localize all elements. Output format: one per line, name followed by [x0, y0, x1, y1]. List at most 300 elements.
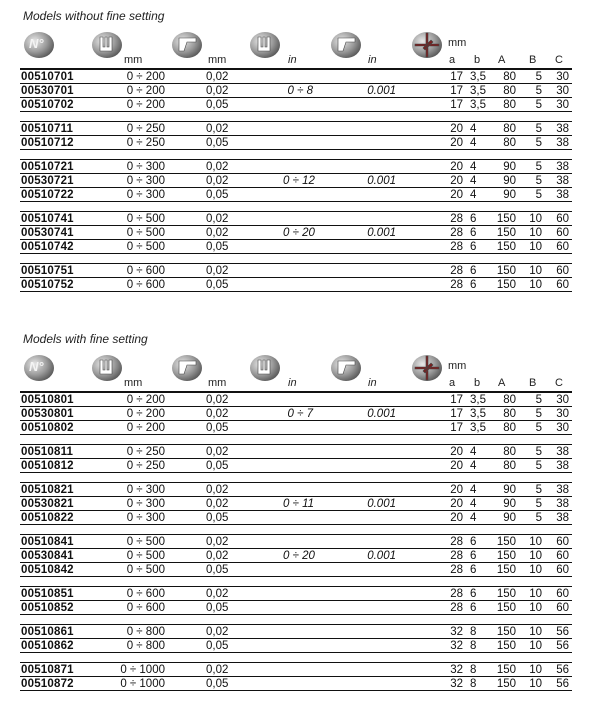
- catalog-number: 00510702: [21, 99, 74, 111]
- dim-C: 30: [556, 71, 569, 83]
- measuring-range-mm: 0 ÷ 300: [126, 189, 165, 201]
- catalog-number: 00510802: [21, 422, 74, 434]
- resolution-in: 0.001: [367, 550, 396, 562]
- dim-b: 6: [470, 564, 477, 576]
- dim-a: 32: [450, 626, 463, 638]
- row-divider: [20, 291, 572, 292]
- catalog-number: 00510812: [21, 460, 74, 472]
- resolution-mm: 0,02: [206, 71, 229, 83]
- row-divider: [20, 690, 572, 691]
- table-row: [0, 601, 600, 615]
- measuring-range-mm: 0 ÷ 250: [126, 446, 165, 458]
- measuring-range-mm: 0 ÷ 300: [126, 498, 165, 510]
- dim-A: 150: [496, 536, 516, 548]
- table-row: [0, 563, 600, 577]
- dim-b: 6: [470, 279, 477, 291]
- dim-a: 28: [450, 213, 463, 225]
- dim-b: 3,5: [470, 99, 486, 111]
- dim-A: 150: [496, 564, 516, 576]
- measuring-range-mm: 0 ÷ 800: [126, 640, 165, 652]
- table-row: [0, 459, 600, 473]
- dim-B: 5: [535, 512, 542, 524]
- dim-C: 38: [556, 175, 569, 187]
- resolution-mm: 0,05: [206, 512, 229, 524]
- dim-A: 80: [503, 408, 516, 420]
- resolution-mm: 0,02: [206, 394, 229, 406]
- dim-b: 3,5: [470, 85, 486, 97]
- dim-a: 28: [450, 265, 463, 277]
- table-section: [0, 329, 600, 690]
- unit-range-in: in: [288, 54, 297, 66]
- table-row: [0, 70, 600, 84]
- table-row: [0, 264, 600, 278]
- dim-B: 10: [529, 640, 542, 652]
- dim-b: 3,5: [470, 408, 486, 420]
- table-row: [0, 278, 600, 292]
- catalog-number: 00510852: [21, 602, 74, 614]
- measuring-range-mm: 0 ÷ 300: [126, 175, 165, 187]
- dim-b: 4: [470, 137, 477, 149]
- dim-A: 80: [503, 85, 516, 97]
- dim-b: 6: [470, 536, 477, 548]
- dim-b: 4: [470, 161, 477, 173]
- dim-B: 10: [529, 536, 542, 548]
- catalog-number-label: N°: [29, 36, 44, 51]
- dim-B: 10: [529, 213, 542, 225]
- catalog-number: 00510721: [21, 161, 74, 173]
- dim-A: 90: [503, 175, 516, 187]
- row-divider: [20, 472, 572, 473]
- dim-C: 56: [556, 626, 569, 638]
- dim-C: 38: [556, 137, 569, 149]
- dim-A: 150: [496, 588, 516, 600]
- measuring-range-in: 0 ÷ 20: [283, 227, 315, 239]
- catalog-number: 00530701: [21, 85, 74, 97]
- measuring-range-mm: 0 ÷ 600: [126, 588, 165, 600]
- dim-label: A: [498, 54, 506, 66]
- measuring-range-mm: 0 ÷ 600: [126, 602, 165, 614]
- dim-C: 30: [556, 408, 569, 420]
- dim-a: 28: [450, 227, 463, 239]
- row-divider: [20, 111, 572, 112]
- dim-B: 10: [529, 265, 542, 277]
- dim-B: 5: [535, 408, 542, 420]
- resolution-mm: 0,05: [206, 602, 229, 614]
- table-row: [0, 188, 600, 202]
- dim-B: 5: [535, 498, 542, 510]
- dim-A: 150: [496, 678, 516, 690]
- dim-label: a: [449, 377, 456, 389]
- table-row: [0, 663, 600, 677]
- dim-A: 90: [503, 189, 516, 201]
- dim-b: 4: [470, 446, 477, 458]
- dim-A: 80: [503, 394, 516, 406]
- dim-b: 4: [470, 484, 477, 496]
- measuring-range-mm: 0 ÷ 800: [126, 626, 165, 638]
- resolution-mm: 0,02: [206, 550, 229, 562]
- dim-A: 150: [496, 664, 516, 676]
- measuring-range-mm: 0 ÷ 500: [126, 550, 165, 562]
- measuring-range-mm: 0 ÷ 500: [126, 536, 165, 548]
- catalog-number: 00510841: [21, 536, 74, 548]
- catalog-number: 00510712: [21, 137, 74, 149]
- table-row: [0, 226, 600, 240]
- catalog-number: 00510741: [21, 213, 74, 225]
- dim-b: 3,5: [470, 422, 486, 434]
- dim-C: 30: [556, 99, 569, 111]
- dim-label: B: [529, 54, 537, 66]
- measuring-range-mm: 0 ÷ 600: [126, 279, 165, 291]
- measuring-range-mm: 0 ÷ 600: [126, 265, 165, 277]
- measuring-range-inch-icon: [248, 353, 284, 383]
- dim-C: 30: [556, 85, 569, 97]
- dim-label: b: [474, 377, 481, 389]
- table-row: [0, 84, 600, 98]
- catalog-number: 00510861: [21, 626, 74, 638]
- dim-A: 90: [503, 484, 516, 496]
- dim-C: 60: [556, 588, 569, 600]
- dim-A: 80: [503, 446, 516, 458]
- dim-C: 38: [556, 161, 569, 173]
- dim-A: 80: [503, 422, 516, 434]
- dim-a: 17: [450, 71, 463, 83]
- resolution-mm: 0,02: [206, 588, 229, 600]
- dim-a: 17: [450, 408, 463, 420]
- table-row: [0, 497, 600, 511]
- dim-label: A: [498, 377, 506, 389]
- resolution-in: 0.001: [367, 85, 396, 97]
- row-divider: [20, 614, 572, 615]
- dim-A: 150: [496, 279, 516, 291]
- table-row: [0, 174, 600, 188]
- measuring-range-mm: 0 ÷ 1000: [120, 664, 165, 676]
- resolution-mm: 0,02: [206, 498, 229, 510]
- measuring-range-mm: 0 ÷ 300: [126, 484, 165, 496]
- dim-A: 90: [503, 498, 516, 510]
- measuring-range-in: 0 ÷ 7: [287, 408, 313, 420]
- catalog-number: 00530821: [21, 498, 74, 510]
- dim-B: 5: [535, 189, 542, 201]
- catalog-number: 00510842: [21, 564, 74, 576]
- measuring-range-mm: 0 ÷ 250: [126, 123, 165, 135]
- dim-B: 10: [529, 564, 542, 576]
- dim-C: 38: [556, 446, 569, 458]
- dim-b: 3,5: [470, 394, 486, 406]
- dim-A: 150: [496, 227, 516, 239]
- dim-C: 60: [556, 564, 569, 576]
- resolution-mm: 0,02: [206, 408, 229, 420]
- dim-C: 60: [556, 241, 569, 253]
- resolution-in: 0.001: [367, 498, 396, 510]
- resolution-mm: 0,05: [206, 189, 229, 201]
- unit-range-mm: mm: [124, 54, 143, 66]
- resolution-mm: 0,02: [206, 175, 229, 187]
- dim-C: 38: [556, 484, 569, 496]
- catalog-number-icon: [22, 30, 58, 60]
- measuring-range-mm: 0 ÷ 200: [126, 408, 165, 420]
- dim-C: 60: [556, 213, 569, 225]
- table-row: [0, 535, 600, 549]
- catalog-number: 00510752: [21, 279, 74, 291]
- dim-B: 10: [529, 626, 542, 638]
- dimensions-icon: [410, 353, 446, 383]
- measuring-range-in: 0 ÷ 20: [283, 550, 315, 562]
- dim-B: 10: [529, 227, 542, 239]
- dim-C: 38: [556, 512, 569, 524]
- catalog-number: 00510821: [21, 484, 74, 496]
- dim-C: 60: [556, 536, 569, 548]
- resolution-icon: [170, 353, 206, 383]
- dim-B: 5: [535, 137, 542, 149]
- dim-label: C: [555, 377, 563, 389]
- dim-A: 80: [503, 137, 516, 149]
- resolution-in: 0.001: [367, 408, 396, 420]
- table-row: [0, 625, 600, 639]
- resolution-mm: 0,05: [206, 279, 229, 291]
- dim-b: 8: [470, 678, 477, 690]
- dim-C: 60: [556, 602, 569, 614]
- dim-B: 5: [535, 422, 542, 434]
- dim-a: 32: [450, 678, 463, 690]
- dim-b: 6: [470, 227, 477, 239]
- dim-b: 8: [470, 640, 477, 652]
- catalog-number: 00510851: [21, 588, 74, 600]
- measuring-range-mm: 0 ÷ 500: [126, 564, 165, 576]
- dim-label: C: [555, 54, 563, 66]
- dim-A: 150: [496, 640, 516, 652]
- dim-b: 4: [470, 498, 477, 510]
- dim-A: 150: [496, 213, 516, 225]
- dim-C: 30: [556, 394, 569, 406]
- dim-A: 150: [496, 602, 516, 614]
- measuring-range-in: 0 ÷ 8: [287, 85, 313, 97]
- row-divider: [20, 524, 572, 525]
- unit-range-in: in: [288, 377, 297, 389]
- unit-range-mm: mm: [124, 377, 143, 389]
- dim-a: 28: [450, 241, 463, 253]
- measuring-range-mm: 0 ÷ 300: [126, 512, 165, 524]
- unit-res-in: in: [368, 377, 377, 389]
- dim-a: 20: [450, 189, 463, 201]
- row-divider: [20, 434, 572, 435]
- resolution-mm: 0,02: [206, 213, 229, 225]
- dimensions-icon: [410, 30, 446, 60]
- resolution-in: 0.001: [367, 227, 396, 239]
- unit-dims: mm: [448, 360, 467, 372]
- dim-A: 80: [503, 99, 516, 111]
- resolution-mm: 0,05: [206, 460, 229, 472]
- unit-res-mm: mm: [208, 377, 227, 389]
- resolution-in: 0.001: [367, 175, 396, 187]
- dim-a: 20: [450, 446, 463, 458]
- table-row: [0, 639, 600, 653]
- dim-a: 20: [450, 161, 463, 173]
- dim-B: 10: [529, 678, 542, 690]
- dim-b: 4: [470, 175, 477, 187]
- dim-b: 3,5: [470, 71, 486, 83]
- dim-A: 150: [496, 550, 516, 562]
- row-divider: [20, 201, 572, 202]
- catalog-number: 00510862: [21, 640, 74, 652]
- section-title: Models with fine setting: [23, 332, 148, 346]
- resolution-inch-icon: [329, 30, 365, 60]
- dim-b: 4: [470, 189, 477, 201]
- dim-B: 5: [535, 85, 542, 97]
- resolution-mm: 0,02: [206, 664, 229, 676]
- resolution-mm: 0,05: [206, 640, 229, 652]
- resolution-mm: 0,02: [206, 227, 229, 239]
- dim-b: 6: [470, 265, 477, 277]
- dim-B: 5: [535, 99, 542, 111]
- measuring-range-mm: 0 ÷ 200: [126, 85, 165, 97]
- measuring-range-icon: [90, 30, 126, 60]
- dim-b: 4: [470, 460, 477, 472]
- resolution-inch-icon: [329, 353, 365, 383]
- resolution-mm: 0,02: [206, 161, 229, 173]
- measuring-range-mm: 0 ÷ 200: [126, 394, 165, 406]
- table-row: [0, 136, 600, 150]
- resolution-mm: 0,02: [206, 446, 229, 458]
- catalog-number: 00510811: [21, 446, 74, 458]
- resolution-mm: 0,02: [206, 265, 229, 277]
- table-row: [0, 549, 600, 563]
- table-row: [0, 393, 600, 407]
- dim-A: 80: [503, 460, 516, 472]
- resolution-mm: 0,05: [206, 241, 229, 253]
- catalog-number: 00510822: [21, 512, 74, 524]
- resolution-mm: 0,05: [206, 678, 229, 690]
- section-title: Models without fine setting: [23, 9, 165, 23]
- dim-b: 6: [470, 588, 477, 600]
- dim-C: 60: [556, 550, 569, 562]
- dim-B: 5: [535, 161, 542, 173]
- table-row: [0, 587, 600, 601]
- dim-b: 8: [470, 664, 477, 676]
- dim-a: 17: [450, 422, 463, 434]
- dim-A: 90: [503, 161, 516, 173]
- measuring-range-icon: [90, 353, 126, 383]
- catalog-number-label: N°: [29, 359, 44, 374]
- dim-a: 20: [450, 137, 463, 149]
- table-row: [0, 98, 600, 112]
- dim-B: 5: [535, 175, 542, 187]
- measuring-range-inch-icon: [248, 30, 284, 60]
- dim-b: 4: [470, 123, 477, 135]
- dim-a: 20: [450, 484, 463, 496]
- dim-B: 5: [535, 484, 542, 496]
- dim-A: 90: [503, 512, 516, 524]
- dim-C: 38: [556, 460, 569, 472]
- dim-C: 38: [556, 498, 569, 510]
- dim-B: 10: [529, 550, 542, 562]
- catalog-number: 00510751: [21, 265, 74, 277]
- dim-a: 17: [450, 85, 463, 97]
- row-divider: [20, 576, 572, 577]
- dim-a: 28: [450, 602, 463, 614]
- measuring-range-mm: 0 ÷ 250: [126, 137, 165, 149]
- measuring-range-mm: 0 ÷ 500: [126, 213, 165, 225]
- dim-a: 20: [450, 175, 463, 187]
- dim-a: 28: [450, 550, 463, 562]
- row-divider: [20, 652, 572, 653]
- dim-B: 10: [529, 664, 542, 676]
- measuring-range-mm: 0 ÷ 500: [126, 241, 165, 253]
- dim-B: 5: [535, 394, 542, 406]
- resolution-mm: 0,05: [206, 99, 229, 111]
- dim-label: a: [449, 54, 456, 66]
- dim-b: 6: [470, 602, 477, 614]
- measuring-range-mm: 0 ÷ 250: [126, 460, 165, 472]
- dim-B: 5: [535, 460, 542, 472]
- dim-B: 10: [529, 588, 542, 600]
- dim-b: 6: [470, 550, 477, 562]
- catalog-number: 00510701: [21, 71, 74, 83]
- table-row: [0, 240, 600, 254]
- catalog-number: 00510722: [21, 189, 74, 201]
- resolution-mm: 0,02: [206, 626, 229, 638]
- dim-a: 28: [450, 536, 463, 548]
- dim-C: 56: [556, 664, 569, 676]
- row-divider: [20, 253, 572, 254]
- dim-label: b: [474, 54, 481, 66]
- dim-B: 10: [529, 241, 542, 253]
- table-row: [0, 212, 600, 226]
- dim-B: 5: [535, 123, 542, 135]
- table-row: [0, 511, 600, 525]
- dim-B: 5: [535, 71, 542, 83]
- dim-B: 5: [535, 446, 542, 458]
- dim-A: 80: [503, 123, 516, 135]
- catalog-number: 00510801: [21, 394, 74, 406]
- dim-C: 60: [556, 227, 569, 239]
- catalog-number: 00530841: [21, 550, 74, 562]
- dim-a: 32: [450, 640, 463, 652]
- dim-a: 17: [450, 394, 463, 406]
- measuring-range-mm: 0 ÷ 200: [126, 99, 165, 111]
- measuring-range-in: 0 ÷ 11: [283, 498, 315, 510]
- dim-A: 80: [503, 71, 516, 83]
- dim-B: 10: [529, 279, 542, 291]
- resolution-icon: [170, 30, 206, 60]
- table-row: [0, 421, 600, 435]
- dim-a: 20: [450, 498, 463, 510]
- table-row: [0, 160, 600, 174]
- row-divider: [20, 149, 572, 150]
- measuring-range-mm: 0 ÷ 200: [126, 422, 165, 434]
- catalog-number: 00510711: [21, 123, 74, 135]
- dim-a: 20: [450, 460, 463, 472]
- dim-C: 38: [556, 189, 569, 201]
- dim-b: 4: [470, 512, 477, 524]
- dim-b: 6: [470, 213, 477, 225]
- dim-a: 17: [450, 99, 463, 111]
- resolution-mm: 0,05: [206, 422, 229, 434]
- resolution-mm: 0,02: [206, 123, 229, 135]
- dim-C: 60: [556, 279, 569, 291]
- dim-A: 150: [496, 626, 516, 638]
- dim-a: 20: [450, 123, 463, 135]
- dim-a: 32: [450, 664, 463, 676]
- table-row: [0, 445, 600, 459]
- catalog-number: 00510742: [21, 241, 74, 253]
- dim-C: 60: [556, 265, 569, 277]
- dim-B: 10: [529, 602, 542, 614]
- resolution-mm: 0,05: [206, 564, 229, 576]
- unit-res-in: in: [368, 54, 377, 66]
- resolution-mm: 0,02: [206, 484, 229, 496]
- dim-C: 30: [556, 422, 569, 434]
- measuring-range-mm: 0 ÷ 200: [126, 71, 165, 83]
